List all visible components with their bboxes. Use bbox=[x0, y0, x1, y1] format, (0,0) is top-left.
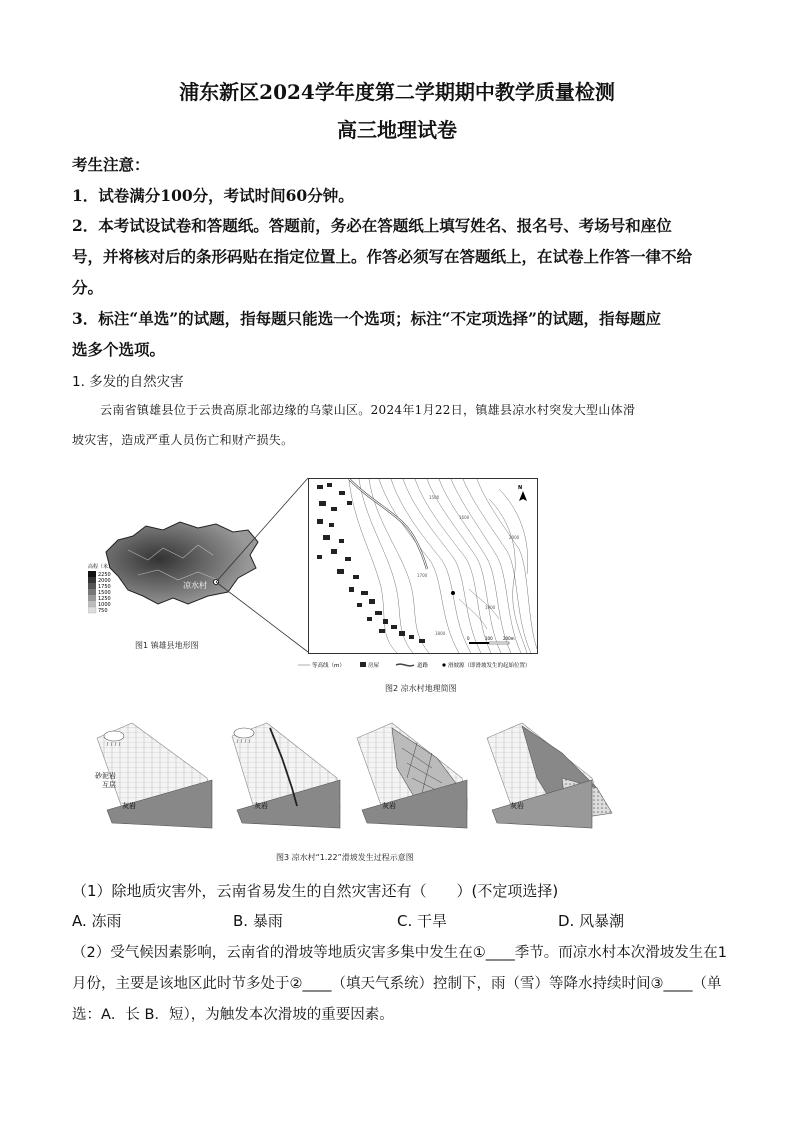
svg-text:等高线（m）: 等高线（m） bbox=[312, 663, 345, 669]
svg-text:1600: 1600 bbox=[459, 515, 470, 520]
svg-text:灰岩: 灰岩 bbox=[254, 802, 268, 810]
elevation-legend bbox=[88, 571, 111, 614]
svg-text:1500: 1500 bbox=[429, 495, 440, 500]
svg-text:滑坡源（即滑坡发生的起始位置）: 滑坡源（即滑坡发生的起始位置） bbox=[448, 663, 531, 669]
svg-text:互层: 互层 bbox=[102, 781, 116, 789]
process-stage-3 bbox=[357, 723, 467, 828]
houses bbox=[317, 483, 425, 643]
village-label: 凉水村 bbox=[183, 581, 207, 590]
svg-text:2250: 2250 bbox=[98, 572, 111, 578]
passage-line-1: 云南省镇雄县位于云贵高原北部边缘的乌蒙山区。2024年1月22日，镇雄县凉水村突发大型山体滑 bbox=[100, 403, 636, 417]
svg-text:1000: 1000 bbox=[98, 602, 111, 608]
svg-text:1900: 1900 bbox=[485, 605, 496, 610]
landslide-source-marker bbox=[451, 591, 455, 595]
svg-text:750: 750 bbox=[98, 608, 108, 614]
rain-cloud-icon bbox=[234, 728, 254, 738]
question-2-line-1: （2）受气候因素影响，云南省的滑坡等地质灾害多集中发生在①____季节。而凉水村本次滑坡发生在1 bbox=[72, 945, 727, 961]
figure-2-legend bbox=[296, 656, 566, 668]
rain-cloud-icon bbox=[104, 731, 124, 741]
svg-text:灰岩: 灰岩 bbox=[510, 802, 524, 810]
question-2-line-2: 月份，主要是该地区此时节多处于②____（填天气系统）控制下，雨（雪）等降水持续时间③____（单 bbox=[72, 976, 722, 992]
notice-item-2-line-2: 号，并将核对后的条形码贴在指定位置上。作答必须写在答题纸上，在试卷上作答一律不给 bbox=[72, 247, 693, 266]
svg-text:灰岩: 灰岩 bbox=[382, 802, 396, 810]
svg-text:1250: 1250 bbox=[98, 596, 111, 602]
svg-text:2000: 2000 bbox=[509, 535, 520, 540]
svg-text:1500: 1500 bbox=[98, 590, 111, 596]
road bbox=[349, 479, 427, 569]
figure-3-caption: 图3 凉水村“1.22”滑坡发生过程示意图 bbox=[276, 853, 414, 862]
north-arrow-icon bbox=[518, 485, 527, 501]
process-stage-2 bbox=[232, 723, 340, 828]
inset-connector-lines bbox=[210, 476, 310, 656]
figure-2-village-map bbox=[308, 478, 538, 654]
question-1-option-d: D. 风暴潮 bbox=[558, 912, 625, 930]
exam-title: 浦东新区2024学年度第二学期期中教学质量检测 bbox=[179, 80, 615, 104]
process-stage-4 bbox=[487, 723, 612, 828]
svg-text:100: 100 bbox=[485, 636, 493, 641]
section-heading: 1. 多发的自然灾害 bbox=[72, 374, 184, 390]
question-1-stem: （1）除地质灾害外，云南省易发生的自然灾害还有（ ）(不定项选择) bbox=[72, 882, 559, 900]
svg-text:200m: 200m bbox=[503, 636, 515, 641]
notice-item-1: 1．试卷满分100分，考试时间60分钟。 bbox=[72, 186, 354, 205]
svg-text:1700: 1700 bbox=[417, 573, 428, 578]
passage-line-2: 坡灾害，造成严重人员伤亡和财产损失。 bbox=[72, 433, 294, 447]
notice-item-3-line-2: 选多个选项。 bbox=[72, 340, 166, 359]
question-2-line-3: 选：A．长 B．短），为触发本次滑坡的重要因素。 bbox=[72, 1007, 394, 1023]
svg-text:1750: 1750 bbox=[98, 584, 111, 590]
notice-item-3-line-1: 3．标注“单选”的试题，指每题只能选一个选项；标注“不定项选择”的试题，指每题应 bbox=[72, 309, 661, 328]
svg-text:0: 0 bbox=[467, 636, 470, 641]
notice-heading: 考生注意： bbox=[72, 155, 150, 174]
question-1-option-a: A. 冻雨 bbox=[72, 912, 122, 930]
elevation-legend-title: 高程（米） bbox=[88, 564, 114, 570]
svg-text:道路: 道路 bbox=[417, 663, 429, 669]
exam-subtitle: 高三地理试卷 bbox=[337, 118, 457, 142]
svg-text:2000: 2000 bbox=[98, 578, 111, 584]
contour-lines bbox=[349, 479, 537, 653]
notice-item-2-line-3: 分。 bbox=[72, 278, 104, 297]
figure-2-caption: 图2 凉水村地理简图 bbox=[385, 684, 457, 693]
question-1-option-c: C. 干旱 bbox=[397, 912, 448, 930]
svg-text:房屋: 房屋 bbox=[368, 663, 380, 669]
svg-text:砂泥岩: 砂泥岩 bbox=[95, 772, 116, 780]
process-stage-1 bbox=[95, 723, 212, 828]
svg-text:1800: 1800 bbox=[435, 631, 446, 636]
figure-1-caption: 图1 镇雄县地形图 bbox=[135, 641, 199, 650]
svg-text:灰岩: 灰岩 bbox=[122, 802, 136, 810]
question-1-option-b: B. 暴雨 bbox=[233, 912, 283, 930]
figure-3-landslide-process bbox=[92, 718, 622, 836]
notice-item-2-line-1: 2．本考试设试卷和答题纸。答题前，务必在答题纸上填写姓名、报名号、考场号和座位 bbox=[72, 216, 672, 235]
svg-text:N: N bbox=[518, 485, 523, 491]
